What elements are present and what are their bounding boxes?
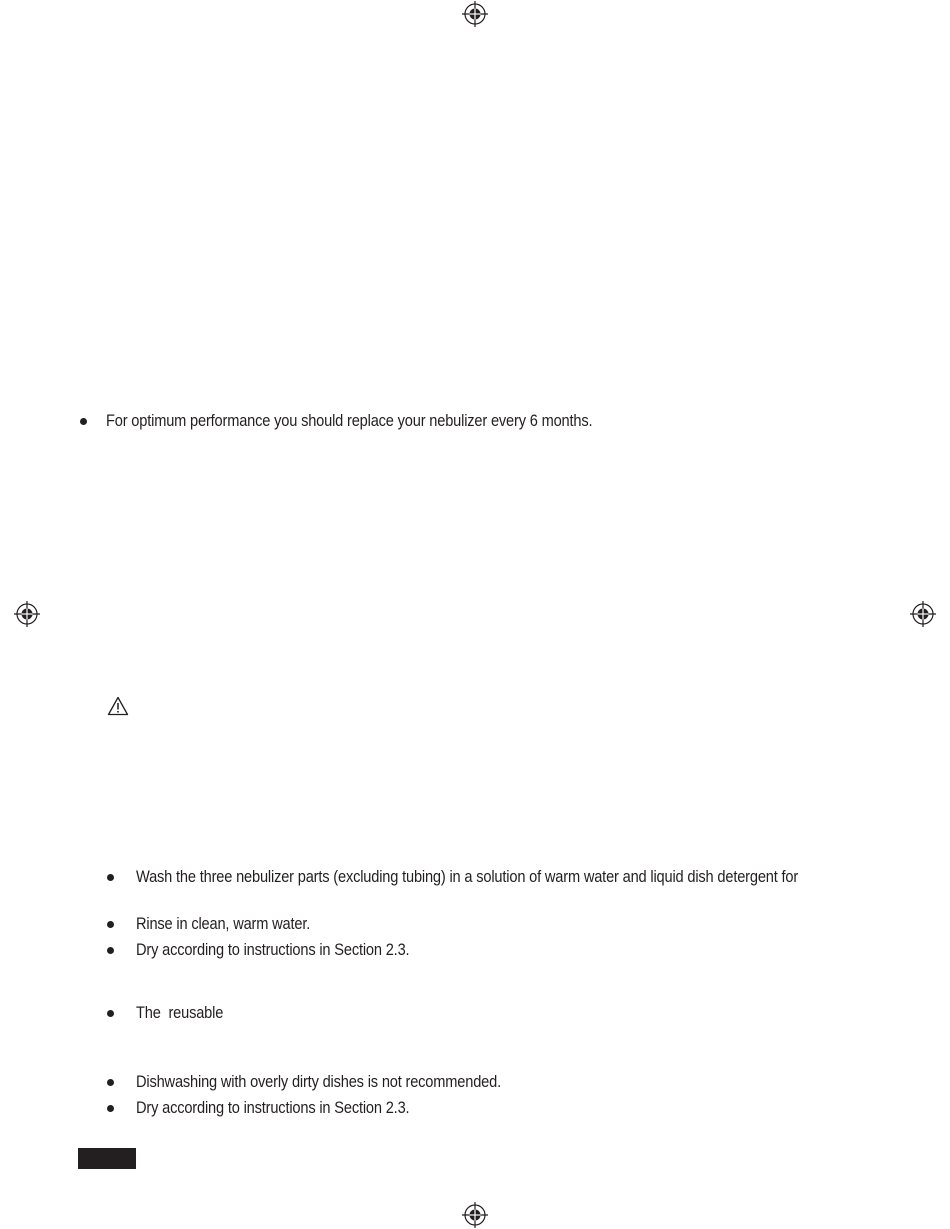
registration-mark-bottom-icon [461,1201,489,1229]
bullet-marker [107,921,114,928]
replacement-note-text: For optimum performance you should replace your nebulizer every 6 months. [106,411,593,430]
reusable-lead-text: The reusable [136,1003,224,1022]
bullet-marker [107,1105,114,1112]
dishwashing-note-text: Dishwashing with overly dirty dishes is not recommended. [136,1072,501,1091]
dry-step-text: Dry according to instructions in Section 2.3. [136,1098,410,1117]
bullet-marker [107,947,114,954]
warning-triangle-icon [107,696,129,716]
registration-mark-right-icon [909,600,937,628]
bullet-marker [80,418,87,425]
page-number-tab [78,1148,136,1169]
registration-mark-top-icon [461,0,489,28]
bullet-marker [107,1010,114,1017]
rinse-step-text: Rinse in clean, warm water. [136,914,311,933]
bullet-marker [107,1079,114,1086]
registration-mark-left-icon [13,600,41,628]
bullet-marker [107,874,114,881]
wash-step-text: Wash the three nebulizer parts (excluding tubing) in a solution of warm water and liquid dish detergent for [136,867,799,886]
dry-step-text: Dry according to instructions in Section 2.3. [136,940,410,959]
